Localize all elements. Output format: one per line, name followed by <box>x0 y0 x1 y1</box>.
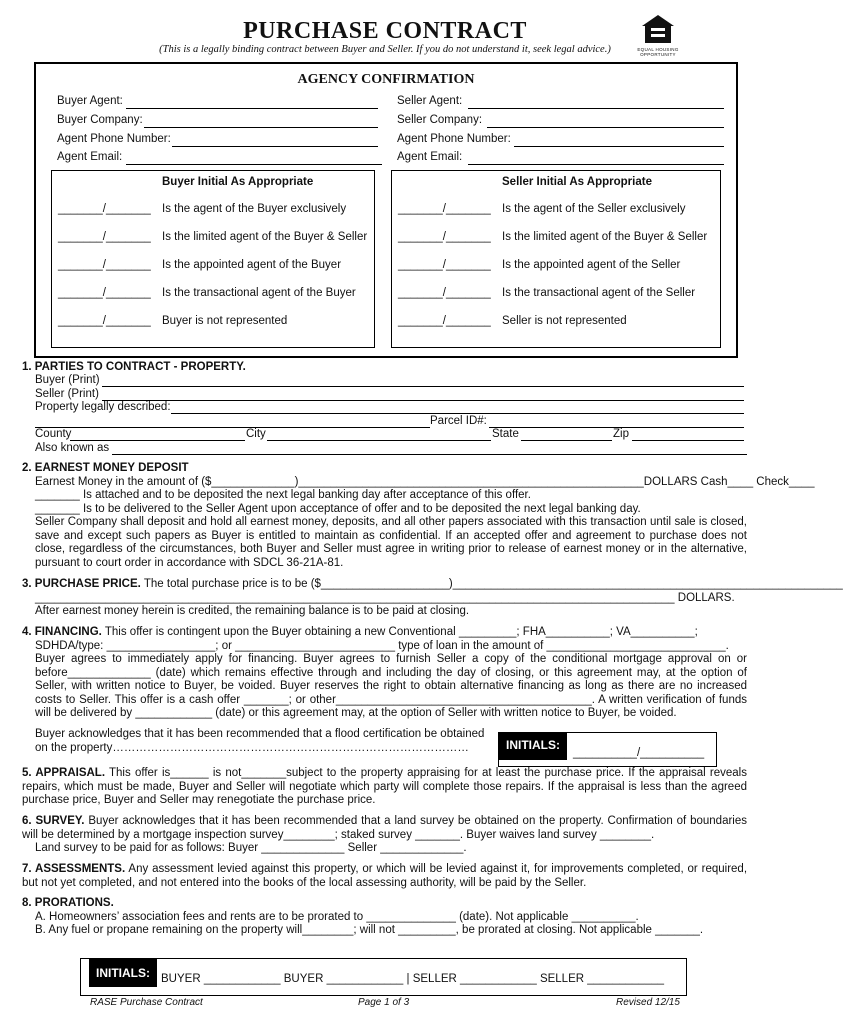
buyer-print-field[interactable] <box>102 386 744 387</box>
county-field[interactable] <box>70 440 245 441</box>
agency-confirmation-box <box>34 62 738 358</box>
buyer-initial-title: Buyer Initial As Appropriate <box>162 176 314 188</box>
seller-phone-field[interactable] <box>514 146 724 147</box>
earnest-paragraph: Seller Company shall deposit and hold all earnest money, deposits, and all other papers associated with this transaction until sale is closed, save and except such papers as Buyer is entitled to maintain as confidential. If an accepted offer and agreement to purchase does not close, regardless of the circumstances, both Buyer and Seller must agree in writing prior to release of earnest money or in the alternative, pursuant to court order in accordance with SDCL 36-21A-81. <box>35 516 747 569</box>
section-6-heading: 6. SURVEY. <box>22 815 85 827</box>
city-label: City <box>246 428 266 440</box>
financing-paragraph: Buyer agrees to immediately apply for financing. Buyer agrees to furnish Seller a copy of the conditional mortgage approval on or before_____________ (date) which remains effective through and including the day of closing, or this agreement may, at the option of Seller, with written notice to Buyer, be voided. Buyer reserves the right to obtain alternative financing as long as there are no increased costs to Seller. This offer is a cash offer _______; or other________________________________________. A written verification of funds will be delivered by ____________ (date) or this agreement may, at the option of Seller with written notice to Buyer, be voided. <box>35 653 747 719</box>
section-earnest-money <box>22 462 815 570</box>
buyer-print-label: Buyer (Print) <box>35 374 100 386</box>
equal-housing-text: EQUAL HOUSING OPPORTUNITY <box>637 47 679 57</box>
seller-option: Seller is not represented <box>502 315 627 327</box>
buyer-option: Is the appointed agent of the Buyer <box>162 259 342 271</box>
buyer-phone-label: Agent Phone Number: <box>57 133 171 145</box>
seller-print-field[interactable] <box>102 400 744 401</box>
seller-initial-blank[interactable]: _______/_______ <box>398 203 491 215</box>
seller-option: Is the limited agent of the Buyer & Seller <box>502 231 708 243</box>
section-2-heading: 2. EARNEST MONEY DEPOSIT <box>22 462 189 474</box>
flood-initials-label: INITIALS: <box>499 733 567 760</box>
seller-initial-blank[interactable]: _______/_______ <box>398 259 491 271</box>
buyer-email-field[interactable] <box>126 164 382 165</box>
flood-initials-field[interactable]: __________/__________ <box>573 747 705 759</box>
purchase-price-dollars[interactable]: ____________________________________________________________________________________________________ DOLLARS. <box>35 591 735 604</box>
aka-label: Also known as <box>35 442 110 454</box>
section-1-heading: 1. PARTIES TO CONTRACT - PROPERTY. <box>22 361 246 373</box>
assessments-text: Any assessment levied against this property, or which will be levied against it, for improvements completed, or required, but not yet completed, and not entered into the books of the local assessing authority, will be paid by the Seller. <box>22 863 748 889</box>
section-7-heading: 7. ASSESSMENTS. <box>22 863 126 875</box>
seller-initial-blank[interactable]: _______/_______ <box>398 231 491 243</box>
section-survey <box>22 815 747 856</box>
buyer-agent-label: Buyer Agent: <box>57 95 123 107</box>
footer-page-number: Page 1 of 3 <box>358 997 410 1008</box>
buyer-company-label: Buyer Company: <box>57 114 143 126</box>
seller-initial-blank[interactable]: _______/_______ <box>398 287 491 299</box>
section-3-heading: 3. PURCHASE PRICE. <box>22 578 141 590</box>
seller-company-field[interactable] <box>487 127 724 128</box>
page-initials-fields[interactable]: BUYER ____________ BUYER ____________ | SELLER ____________ SELLER ____________ <box>161 973 665 985</box>
city-field[interactable] <box>267 440 491 441</box>
parcel-label: Parcel ID#: <box>430 415 487 427</box>
purchase-price-note: After earnest money herein is credited, the remaining balance is to be paid at closing. <box>35 605 470 617</box>
seller-initial-box <box>391 170 721 348</box>
page-subtitle: (This is a legally binding contract between Buyer and Seller. If you do not understand it, seek legal advice.) <box>159 44 611 55</box>
buyer-initial-blank[interactable]: _______/_______ <box>58 259 151 271</box>
property-label: Property legally described: <box>35 401 171 413</box>
buyer-option: Is the transactional agent of the Buyer <box>162 287 356 299</box>
survey-text[interactable]: Buyer acknowledges that it has been recommended that a land survey be obtained on the property. Confirmation of boundaries will be determined by a mortgage inspection survey________; staked survey _______. Buyer waives land survey ________. <box>22 815 747 841</box>
page-initials-box <box>80 958 687 996</box>
zip-field[interactable] <box>632 440 744 441</box>
flood-text: Buyer acknowledges that it has been recommended that a flood certification be obtained on the property………………………………………………………………………………… <box>35 728 485 754</box>
seller-phone-label: Agent Phone Number: <box>397 133 511 145</box>
page-title: PURCHASE CONTRACT <box>243 18 527 44</box>
seller-agent-label: Seller Agent: <box>397 95 463 107</box>
seller-print-label: Seller (Print) <box>35 388 99 400</box>
property-field[interactable] <box>171 413 744 414</box>
purchase-price-line[interactable]: The total purchase price is to be ($____________________)_____________________________________________________________ <box>143 578 843 590</box>
state-label: State <box>492 428 519 440</box>
buyer-initial-blank[interactable]: _______/_______ <box>58 231 151 243</box>
buyer-agent-field[interactable] <box>126 108 378 109</box>
section-appraisal <box>22 767 747 808</box>
state-field[interactable] <box>521 440 612 441</box>
buyer-initial-blank[interactable]: _______/_______ <box>58 315 151 327</box>
section-parties <box>22 361 747 375</box>
section-8-heading: 8. PRORATIONS. <box>22 897 114 909</box>
seller-email-label: Agent Email: <box>397 151 463 163</box>
buyer-company-field[interactable] <box>144 127 378 128</box>
buyer-option: Buyer is not represented <box>162 315 288 327</box>
buyer-option: Is the agent of the Buyer exclusively <box>162 203 347 215</box>
footer-form-name: RASE Purchase Contract <box>90 997 203 1008</box>
section-5-heading: 5. APPRAISAL. <box>22 767 106 779</box>
seller-option: Is the transactional agent of the Seller <box>502 287 696 299</box>
county-label: County <box>35 428 72 440</box>
financing-line-2[interactable]: SDHDA/type: _________________; or _________________________ type of loan in the amount of ____________________________. <box>35 639 729 652</box>
flood-certification <box>35 728 485 755</box>
equal-housing-logo <box>634 14 682 57</box>
equal-housing-house-icon <box>641 14 675 44</box>
page-initials-label: INITIALS: <box>89 959 157 987</box>
section-prorations <box>22 897 747 938</box>
prorations-b[interactable]: B. Any fuel or propane remaining on the property will________; will not _________, be prorated at closing. Not applicable _______. <box>35 924 704 936</box>
buyer-initial-box <box>51 170 375 348</box>
buyer-option: Is the limited agent of the Buyer & Seller <box>162 231 368 243</box>
agency-title: AGENCY CONFIRMATION <box>297 72 475 87</box>
buyer-initial-blank[interactable]: _______/_______ <box>58 203 151 215</box>
zip-label: Zip <box>613 428 629 440</box>
section-purchase-price <box>22 578 843 619</box>
seller-agent-field[interactable] <box>468 108 724 109</box>
footer-revision: Revised 12/15 <box>616 997 680 1008</box>
financing-line-1[interactable]: This offer is contingent upon the Buyer obtaining a new Conventional _________; FHA__________; VA__________; <box>104 626 698 638</box>
earnest-attached-line[interactable]: _______ Is attached and to be deposited the next legal banking day after acceptance of this offer. <box>35 489 531 501</box>
seller-initial-blank[interactable]: _______/_______ <box>398 315 491 327</box>
seller-email-field[interactable] <box>468 164 724 165</box>
seller-option: Is the agent of the Seller exclusively <box>502 203 686 215</box>
survey-paid-line[interactable]: Land survey to be paid for as follows: Buyer _____________ Seller _____________. <box>35 842 467 854</box>
buyer-phone-field[interactable] <box>172 146 378 147</box>
seller-option: Is the appointed agent of the Seller <box>502 259 681 271</box>
flood-initials-box <box>498 732 717 767</box>
buyer-email-label: Agent Email: <box>57 151 123 163</box>
earnest-delivered-line[interactable]: _______ Is to be delivered to the Seller Agent upon acceptance of offer and to be deposited the next legal banking day. <box>35 502 641 515</box>
section-4-heading: 4. FINANCING. <box>22 626 102 638</box>
section-assessments <box>22 863 747 890</box>
aka-field[interactable] <box>112 454 747 455</box>
property-field-2[interactable] <box>35 427 430 428</box>
buyer-initial-blank[interactable]: _______/_______ <box>58 287 151 299</box>
appraisal-text[interactable]: This offer is______ is not_______subject to the property appraising for at least the purchase price. If the appraisal reveals repairs, which must be made, Buyer and Seller will negotiate which party will complete those repairs. If the appraisal is less than the agreed purchase price, Buyer and Seller may renegotiate the purchase price. <box>22 767 747 806</box>
seller-initial-title: Seller Initial As Appropriate <box>502 176 652 188</box>
prorations-a[interactable]: A. Homeowners’ association fees and rents are to be prorated to ______________ (date). Not applicable __________. <box>35 910 639 923</box>
seller-company-label: Seller Company: <box>397 114 483 126</box>
earnest-amount-line[interactable]: Earnest Money in the amount of ($_____________)______________________________________________________DOLLARS Cash____ Check____ <box>35 475 815 488</box>
section-financing <box>22 626 747 721</box>
